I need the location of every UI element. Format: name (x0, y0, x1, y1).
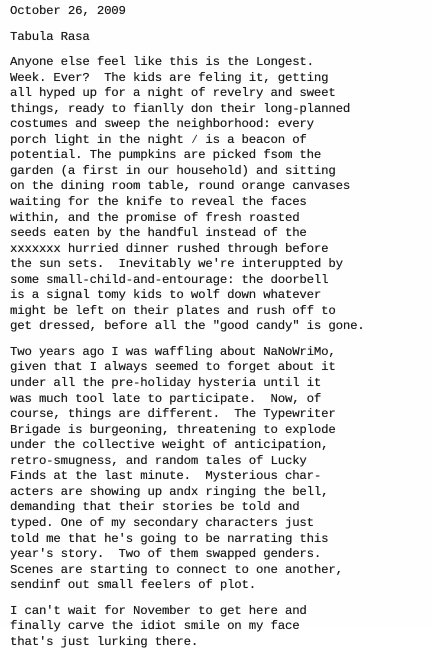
document-title: Tabula Rasa (10, 29, 90, 44)
text-line: on the dining room table, round orange canvases (10, 179, 351, 194)
text-line: porch light in the night ∕ is a beacon of (10, 132, 307, 147)
text-line: get dressed, before all the "good candy" is gone. (10, 319, 365, 334)
text-line: potential. The pumpkins are picked fsom the (10, 148, 322, 163)
text-line: course, things are different. The Typewriter (10, 407, 336, 422)
text-line: was much tool late to participate. Now, of (10, 391, 322, 406)
text-line: given that I always seemed to forget about it (10, 360, 336, 375)
text-line: under all the pre-holiday hysteria until it (10, 376, 322, 391)
text-line: finally carve the idiot smile on my face (10, 619, 300, 634)
text-line: Anyone else feel like this is the Longest. (10, 55, 314, 70)
paragraph-2 (10, 345, 426, 594)
text-line: garden (a first in our household) and sitting (10, 163, 336, 178)
text-line: Scenes are starting to connect to one another, (10, 562, 343, 577)
paragraph-1 (10, 55, 426, 335)
text-line: might be left on their plates and rush off to (10, 303, 336, 318)
text-line: things, ready to fianlly don their long-planned (10, 101, 351, 116)
text-line: seeds eaten by the handful instead of the (10, 226, 307, 241)
text-line: I can't wait for November to get here and (10, 603, 307, 618)
text-line: Finds at the last minute. Mysterious char- (10, 469, 322, 484)
text-line: retro-smugness, and random tales of Lucky (10, 453, 307, 468)
document-date: October 26, 2009 (10, 4, 126, 18)
text-line: typed. One of my secondary characters just (10, 515, 314, 530)
text-line: year's story. Two of them swapped genders. (10, 547, 322, 562)
text-line: sendinf out small feelers of plot. (10, 578, 257, 593)
text-line: acters are showing up andx ringing the bell, (10, 484, 329, 499)
text-line: Two years ago I was waffling about NaNoWriMo, (10, 344, 336, 359)
text-line: that's just lurking there. (10, 634, 199, 649)
text-line: xxxxxxx hurried dinner rushed through before (10, 241, 329, 256)
text-line: is a signal tomy kids to wolf down whatever (10, 288, 322, 303)
text-line: told me that he's going to be narrating this (10, 531, 329, 546)
text-line: Week. Ever? The kids are feling it, getting (10, 70, 329, 85)
text-line: Brigade is burgeoning, threatening to explode (10, 422, 336, 437)
text-line: waiting for the knife to reveal the faces (10, 195, 307, 210)
text-line: some small-child-and-entourage: the doorbell (10, 272, 329, 287)
paragraph-3 (10, 604, 426, 650)
text-line: demanding that their stories be told and (10, 500, 300, 515)
text-line: under the collective weight of anticipation, (10, 438, 329, 453)
text-line: all hyped up for a night of revelry and sweet (10, 86, 336, 101)
text-line: costumes and sweep the neighborhood: every (10, 117, 314, 132)
text-line: within, and the promise of fresh roasted (10, 210, 300, 225)
text-line: the sun sets. Inevitably we're interuppted by (10, 257, 343, 272)
